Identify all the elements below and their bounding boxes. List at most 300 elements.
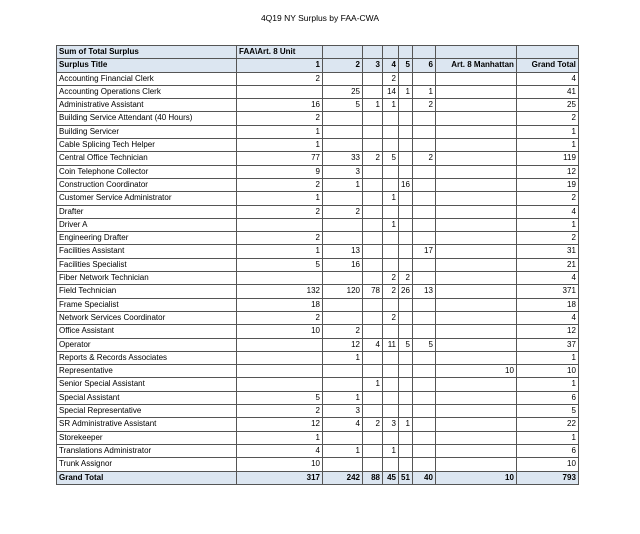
table-row <box>57 192 579 205</box>
cell-value: 1 <box>383 444 399 457</box>
cell-value <box>435 298 516 311</box>
cell-value <box>399 351 413 364</box>
column-header: 1 <box>237 59 323 72</box>
cell-value: 25 <box>516 99 578 112</box>
cell-value <box>412 311 435 324</box>
cell-value: 1 <box>516 351 578 364</box>
cell-value <box>399 391 413 404</box>
column-header: 3 <box>363 59 383 72</box>
cell-value <box>435 125 516 138</box>
row-title: Special Representative <box>57 405 237 418</box>
cell-value <box>363 258 383 271</box>
cell-value: 16 <box>323 258 363 271</box>
row-title: Trunk Assignor <box>57 458 237 471</box>
cell-value <box>363 245 383 258</box>
cell-value <box>412 218 435 231</box>
cell-value: 5 <box>412 338 435 351</box>
cell-value <box>323 378 363 391</box>
cell-value: 5 <box>516 405 578 418</box>
cell-value <box>399 258 413 271</box>
table-row <box>57 431 579 444</box>
cell-value: 119 <box>516 152 578 165</box>
cell-value: 3 <box>383 418 399 431</box>
column-header: 6 <box>412 59 435 72</box>
cell-value <box>363 125 383 138</box>
cell-value <box>412 178 435 191</box>
cell-value: 2 <box>363 152 383 165</box>
cell-value <box>323 192 363 205</box>
cell-value: 10 <box>435 365 516 378</box>
cell-value: 3 <box>323 165 363 178</box>
table-row <box>57 139 579 152</box>
cell-value: 78 <box>363 285 383 298</box>
cell-value: 1 <box>237 245 323 258</box>
cell-value <box>399 72 413 85</box>
grand-total-value: 40 <box>412 471 435 484</box>
row-title: Coin Telephone Collector <box>57 165 237 178</box>
cell-value: 371 <box>516 285 578 298</box>
table-row <box>57 351 579 364</box>
cell-value <box>363 139 383 152</box>
cell-value <box>383 139 399 152</box>
cell-value <box>412 112 435 125</box>
cell-value <box>399 112 413 125</box>
cell-value: 2 <box>237 405 323 418</box>
cell-value <box>363 232 383 245</box>
cell-value <box>323 232 363 245</box>
row-title: Accounting Financial Clerk <box>57 72 237 85</box>
cell-value <box>435 205 516 218</box>
cell-value: 10 <box>516 365 578 378</box>
cell-value: 1 <box>399 85 413 98</box>
cell-value: 10 <box>237 458 323 471</box>
cell-value: 1 <box>383 218 399 231</box>
cell-value <box>399 365 413 378</box>
cell-value <box>399 431 413 444</box>
cell-value: 2 <box>383 272 399 285</box>
cell-value: 21 <box>516 258 578 271</box>
row-title: Representative <box>57 365 237 378</box>
cell-value: 2 <box>237 205 323 218</box>
cell-value: 5 <box>237 391 323 404</box>
column-header: 2 <box>323 59 363 72</box>
cell-value: 4 <box>516 205 578 218</box>
table-row <box>57 218 579 231</box>
cell-value: 2 <box>399 272 413 285</box>
cell-value: 33 <box>323 152 363 165</box>
cell-value <box>237 338 323 351</box>
cell-value: 12 <box>323 338 363 351</box>
cell-value: 13 <box>323 245 363 258</box>
cell-value <box>412 125 435 138</box>
table-row <box>57 232 579 245</box>
column-header: 5 <box>399 59 413 72</box>
cell-value <box>435 232 516 245</box>
cell-value: 1 <box>399 418 413 431</box>
row-title: Central Office Technician <box>57 152 237 165</box>
cell-value <box>412 298 435 311</box>
cell-value <box>399 245 413 258</box>
cell-value: 2 <box>412 99 435 112</box>
cell-value <box>435 139 516 152</box>
cell-value <box>435 99 516 112</box>
row-title: Facilities Specialist <box>57 258 237 271</box>
cell-value <box>435 218 516 231</box>
cell-value: 4 <box>516 311 578 324</box>
cell-value <box>399 444 413 457</box>
row-title: Construction Coordinator <box>57 178 237 191</box>
cell-value <box>383 298 399 311</box>
column-header: Art. 8 Manhattan <box>435 59 516 72</box>
table-row <box>57 298 579 311</box>
cell-value: 10 <box>516 458 578 471</box>
cell-value: 9 <box>237 165 323 178</box>
cell-value <box>237 85 323 98</box>
table-row <box>57 178 579 191</box>
cell-value <box>412 165 435 178</box>
cell-value: 37 <box>516 338 578 351</box>
cell-value: 18 <box>237 298 323 311</box>
cell-value: 41 <box>516 85 578 98</box>
cell-value: 4 <box>516 272 578 285</box>
grand-total-value: 242 <box>323 471 363 484</box>
cell-value <box>363 192 383 205</box>
table-row <box>57 458 579 471</box>
cell-value <box>412 431 435 444</box>
cell-value <box>399 192 413 205</box>
cell-value <box>412 72 435 85</box>
cell-value: 1 <box>516 125 578 138</box>
cell-value <box>399 139 413 152</box>
table-row <box>57 311 579 324</box>
cell-value <box>363 218 383 231</box>
cell-value <box>399 205 413 218</box>
cell-value <box>435 391 516 404</box>
cell-value: 6 <box>516 444 578 457</box>
cell-value <box>399 125 413 138</box>
cell-value <box>363 391 383 404</box>
row-title: Accounting Operations Clerk <box>57 85 237 98</box>
cell-value <box>399 99 413 112</box>
cell-value <box>435 178 516 191</box>
cell-value <box>323 298 363 311</box>
cell-value: 5 <box>237 258 323 271</box>
cell-value: 12 <box>237 418 323 431</box>
cell-value <box>363 272 383 285</box>
cell-value: 16 <box>399 178 413 191</box>
cell-value: 5 <box>323 99 363 112</box>
column-header: 4 <box>383 59 399 72</box>
cell-value: 4 <box>363 338 383 351</box>
cell-value <box>363 178 383 191</box>
cell-value <box>323 365 363 378</box>
row-title: Senior Special Assistant <box>57 378 237 391</box>
cell-value: 5 <box>399 338 413 351</box>
table-row <box>57 112 579 125</box>
cell-value <box>383 351 399 364</box>
cell-value: 3 <box>323 405 363 418</box>
table-row <box>57 365 579 378</box>
cell-value <box>435 405 516 418</box>
row-title: Building Servicer <box>57 125 237 138</box>
cell-value: 1 <box>323 351 363 364</box>
cell-value <box>412 192 435 205</box>
cell-value: 1 <box>412 85 435 98</box>
cell-value: 26 <box>399 285 413 298</box>
cell-value <box>435 85 516 98</box>
cell-value <box>363 325 383 338</box>
cell-value <box>435 165 516 178</box>
table-row <box>57 405 579 418</box>
cell-value <box>412 205 435 218</box>
cell-value <box>383 325 399 338</box>
cell-value <box>383 112 399 125</box>
cell-value <box>399 325 413 338</box>
cell-value: 132 <box>237 285 323 298</box>
table-row <box>57 125 579 138</box>
cell-value: 1 <box>237 431 323 444</box>
cell-value: 10 <box>237 325 323 338</box>
row-title: Office Assistant <box>57 325 237 338</box>
cell-value <box>383 258 399 271</box>
row-title: Frame Specialist <box>57 298 237 311</box>
cell-value: 2 <box>383 285 399 298</box>
cell-value <box>399 405 413 418</box>
cell-value: 1 <box>383 192 399 205</box>
row-title: Customer Service Administrator <box>57 192 237 205</box>
cell-value <box>363 165 383 178</box>
cell-value <box>237 378 323 391</box>
row-title: Engineering Drafter <box>57 232 237 245</box>
cell-value <box>363 458 383 471</box>
table-row <box>57 325 579 338</box>
cell-value <box>435 418 516 431</box>
table-row <box>57 378 579 391</box>
cell-value: 2 <box>363 418 383 431</box>
cell-value <box>435 338 516 351</box>
cell-value: 2 <box>237 72 323 85</box>
cell-value: 6 <box>516 391 578 404</box>
cell-value <box>363 365 383 378</box>
row-header-label: Surplus Title <box>57 59 237 72</box>
cell-value <box>412 458 435 471</box>
cell-value <box>435 112 516 125</box>
cell-value: 2 <box>383 311 399 324</box>
cell-value <box>399 458 413 471</box>
table-row <box>57 165 579 178</box>
column-group-label: FAA\Art. 8 Unit <box>237 46 323 59</box>
cell-value: 120 <box>323 285 363 298</box>
cell-value <box>363 444 383 457</box>
cell-value <box>237 272 323 285</box>
cell-value <box>435 325 516 338</box>
cell-value: 18 <box>516 298 578 311</box>
table-row <box>57 418 579 431</box>
cell-value: 17 <box>412 245 435 258</box>
table-row <box>57 338 579 351</box>
cell-value: 2 <box>516 232 578 245</box>
cell-value <box>412 444 435 457</box>
cell-value: 25 <box>323 85 363 98</box>
cell-value: 1 <box>363 378 383 391</box>
cell-value <box>399 378 413 391</box>
row-title: Reports & Records Associates <box>57 351 237 364</box>
cell-value <box>323 125 363 138</box>
cell-value: 4 <box>237 444 323 457</box>
cell-value: 16 <box>237 99 323 112</box>
cell-value <box>237 351 323 364</box>
cell-value: 2 <box>516 192 578 205</box>
cell-value: 1 <box>237 192 323 205</box>
cell-value <box>383 458 399 471</box>
cell-value <box>435 285 516 298</box>
grand-total-value: 45 <box>383 471 399 484</box>
table-row <box>57 205 579 218</box>
cell-value <box>383 178 399 191</box>
cell-value <box>399 311 413 324</box>
table-row <box>57 245 579 258</box>
cell-value <box>399 218 413 231</box>
cell-value <box>435 378 516 391</box>
cell-value <box>412 378 435 391</box>
cell-value <box>435 258 516 271</box>
table-row <box>57 85 579 98</box>
cell-value <box>383 125 399 138</box>
cell-value <box>412 418 435 431</box>
cell-value: 13 <box>412 285 435 298</box>
cell-value <box>412 232 435 245</box>
cell-value <box>363 351 383 364</box>
cell-value: 1 <box>516 218 578 231</box>
cell-value <box>399 165 413 178</box>
cell-value <box>412 258 435 271</box>
cell-value <box>412 405 435 418</box>
cell-value: 22 <box>516 418 578 431</box>
column-header-row <box>57 59 579 72</box>
cell-value <box>383 378 399 391</box>
cell-value <box>435 431 516 444</box>
cell-value <box>363 85 383 98</box>
cell-value <box>237 218 323 231</box>
cell-value: 19 <box>516 178 578 191</box>
cell-value <box>363 405 383 418</box>
row-title: Translations Administrator <box>57 444 237 457</box>
cell-value <box>435 458 516 471</box>
cell-value: 2 <box>237 178 323 191</box>
cell-value: 1 <box>237 125 323 138</box>
row-title: Facilities Assistant <box>57 245 237 258</box>
cell-value: 1 <box>516 431 578 444</box>
row-title: Drafter <box>57 205 237 218</box>
table-row <box>57 99 579 112</box>
column-header: Grand Total <box>516 59 578 72</box>
cell-value <box>435 192 516 205</box>
cell-value <box>412 391 435 404</box>
cell-value: 5 <box>383 152 399 165</box>
table-row <box>57 391 579 404</box>
cell-value: 2 <box>323 205 363 218</box>
grand-total-value: 10 <box>435 471 516 484</box>
cell-value <box>383 232 399 245</box>
cell-value: 1 <box>237 139 323 152</box>
table-row <box>57 72 579 85</box>
grand-total-value: 793 <box>516 471 578 484</box>
grand-total-row <box>57 471 579 484</box>
cell-value <box>383 391 399 404</box>
cell-value: 1 <box>363 99 383 112</box>
cell-value <box>435 444 516 457</box>
pivot-table <box>56 45 579 485</box>
cell-value: 4 <box>516 72 578 85</box>
cell-value: 1 <box>516 139 578 152</box>
cell-value <box>323 311 363 324</box>
cell-value <box>363 311 383 324</box>
cell-value: 2 <box>237 311 323 324</box>
cell-value <box>383 245 399 258</box>
cell-value <box>323 431 363 444</box>
table-row <box>57 152 579 165</box>
cell-value <box>412 365 435 378</box>
cell-value <box>323 112 363 125</box>
grand-total-value: 88 <box>363 471 383 484</box>
cell-value <box>323 72 363 85</box>
cell-value <box>363 298 383 311</box>
cell-value <box>323 272 363 285</box>
cell-value: 1 <box>323 391 363 404</box>
table-row <box>57 444 579 457</box>
cell-value: 2 <box>323 325 363 338</box>
cell-value <box>363 112 383 125</box>
cell-value <box>399 152 413 165</box>
cell-value <box>435 152 516 165</box>
cell-value <box>237 365 323 378</box>
table-row <box>57 272 579 285</box>
row-title: Field Technician <box>57 285 237 298</box>
grand-total-value: 51 <box>399 471 413 484</box>
cell-value: 4 <box>323 418 363 431</box>
cell-value <box>412 272 435 285</box>
cell-value <box>435 272 516 285</box>
row-title: Building Service Attendant (40 Hours) <box>57 112 237 125</box>
cell-value <box>435 351 516 364</box>
table-row <box>57 285 579 298</box>
row-title: Driver A <box>57 218 237 231</box>
corner-label: Sum of Total Surplus <box>57 46 237 59</box>
cell-value <box>435 311 516 324</box>
cell-value <box>323 458 363 471</box>
cell-value <box>383 431 399 444</box>
row-title: Fiber Network Technician <box>57 272 237 285</box>
cell-value: 31 <box>516 245 578 258</box>
cell-value: 2 <box>516 112 578 125</box>
row-title: Storekeeper <box>57 431 237 444</box>
cell-value <box>412 351 435 364</box>
row-title: Special Assistant <box>57 391 237 404</box>
cell-value <box>363 431 383 444</box>
row-title: Operator <box>57 338 237 351</box>
cell-value <box>383 365 399 378</box>
table-row <box>57 258 579 271</box>
cell-value: 1 <box>383 99 399 112</box>
cell-value: 1 <box>323 178 363 191</box>
cell-value <box>383 205 399 218</box>
row-title: Network Services Coordinator <box>57 311 237 324</box>
cell-value: 2 <box>237 112 323 125</box>
cell-value: 14 <box>383 85 399 98</box>
cell-value: 1 <box>323 444 363 457</box>
cell-value <box>323 139 363 152</box>
cell-value <box>383 405 399 418</box>
